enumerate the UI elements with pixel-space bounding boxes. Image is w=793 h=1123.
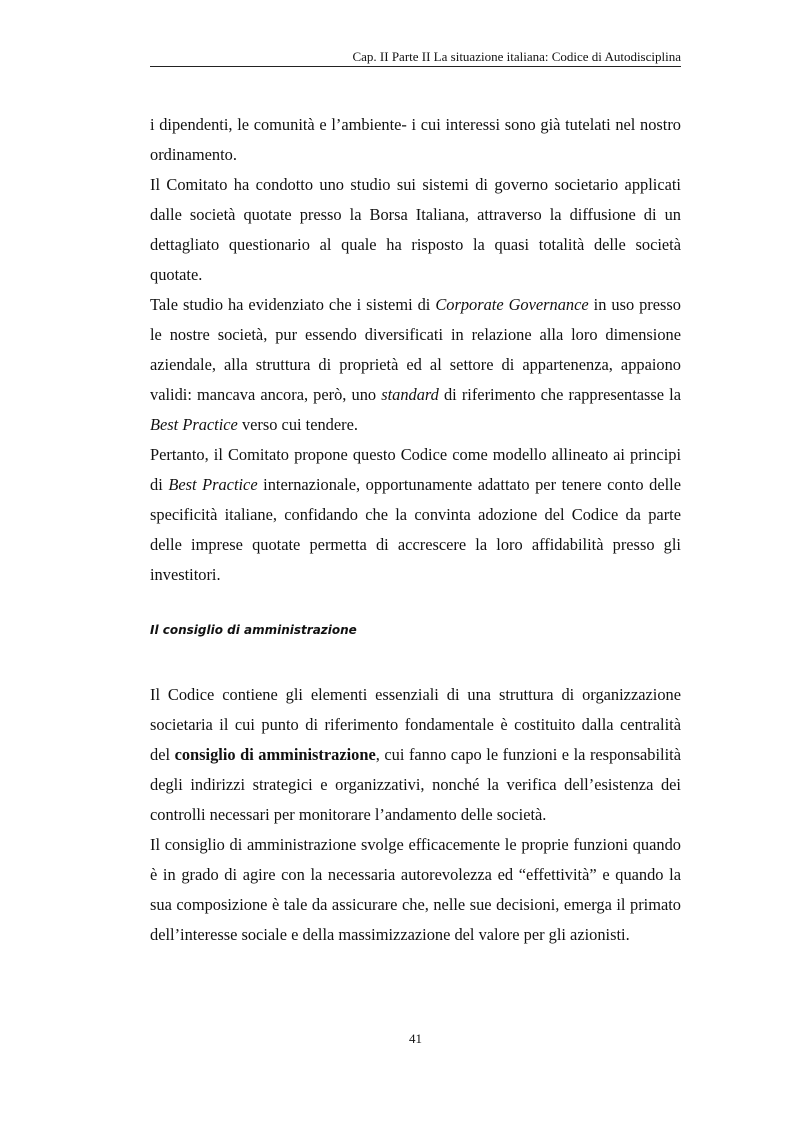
text-span: Tale studio ha evidenziato che i sistemi di: [150, 295, 436, 314]
body-text: [150, 110, 681, 950]
page-number: 41: [409, 1031, 422, 1046]
paragraph-6: Il consiglio di amministrazione svolge efficacemente le proprie funzioni quando è in grado di agire con la necessaria autorevolezza ed “effettività” e quando la sua composizione è tale da assicurare che, nelle sue decisioni, emerga il primato dell’interesse sociale e della massimizzazione del valore per gli azionisti.: [150, 835, 681, 944]
section-heading: Il consiglio di amministrazione: [150, 623, 357, 637]
heading-spacer: [150, 640, 681, 680]
running-header: Cap. II Parte II La situazione italiana: Codice di Autodisciplina: [352, 49, 681, 64]
text-span: Il Codice contiene gli elementi essenziali di una struttura di organizzazione societaria il cui punto di riferimento fondamentale è costituito dalla centralità del: [150, 685, 681, 764]
bold-term-consiglio: consiglio di amministrazione: [174, 745, 376, 764]
italic-term-corporate-governance: Corporate Governance: [435, 295, 589, 314]
text-span: in uso presso le nostre società, pur essendo diversificati in relazione alla loro dimensione aziendale, alla struttura di proprietà ed al settore di appartenenza, appaiono validi: mancava ancora, però, uno: [150, 295, 681, 404]
italic-term-best-practice: Best Practice: [150, 415, 238, 434]
text-span: internazionale, opportunamente adattato per tenere conto delle specificità italiane, confidando che la convinta adozione del Codice da parte delle imprese quotate permetta di accrescere la loro affidabilità presso gli investitori.: [150, 475, 681, 584]
paragraph-5: [150, 680, 681, 830]
paragraph-3: [150, 290, 681, 440]
italic-term-standard: standard: [381, 385, 439, 404]
text-span: di riferimento che rappresentasse la: [438, 385, 681, 404]
paragraph-1: i dipendenti, le comunità e l’ambiente- i cui interessi sono già tutelati nel nostro ordinamento.: [150, 115, 681, 164]
paragraph-4: [150, 440, 681, 590]
header-rule: [150, 66, 681, 67]
italic-term-best-practice: Best Practice: [168, 475, 258, 494]
text-span: , cui fanno capo le funzioni e la responsabilità degli indirizzi strategici e organizzativi, nonché la verifica dell’esistenza dei controlli necessari per monitorare l’andamento delle società.: [150, 745, 681, 824]
text-span: Pertanto, il Comitato propone questo Codice come modello allineato ai principi di: [150, 445, 681, 494]
text-span: verso cui tendere.: [237, 415, 358, 434]
paragraph-2: Il Comitato ha condotto uno studio sui sistemi di governo societario applicati dalle società quotate presso la Borsa Italiana, attraverso la diffusione di un dettagliato questionario al quale ha risposto la quasi totalità delle società quotate.: [150, 175, 681, 284]
